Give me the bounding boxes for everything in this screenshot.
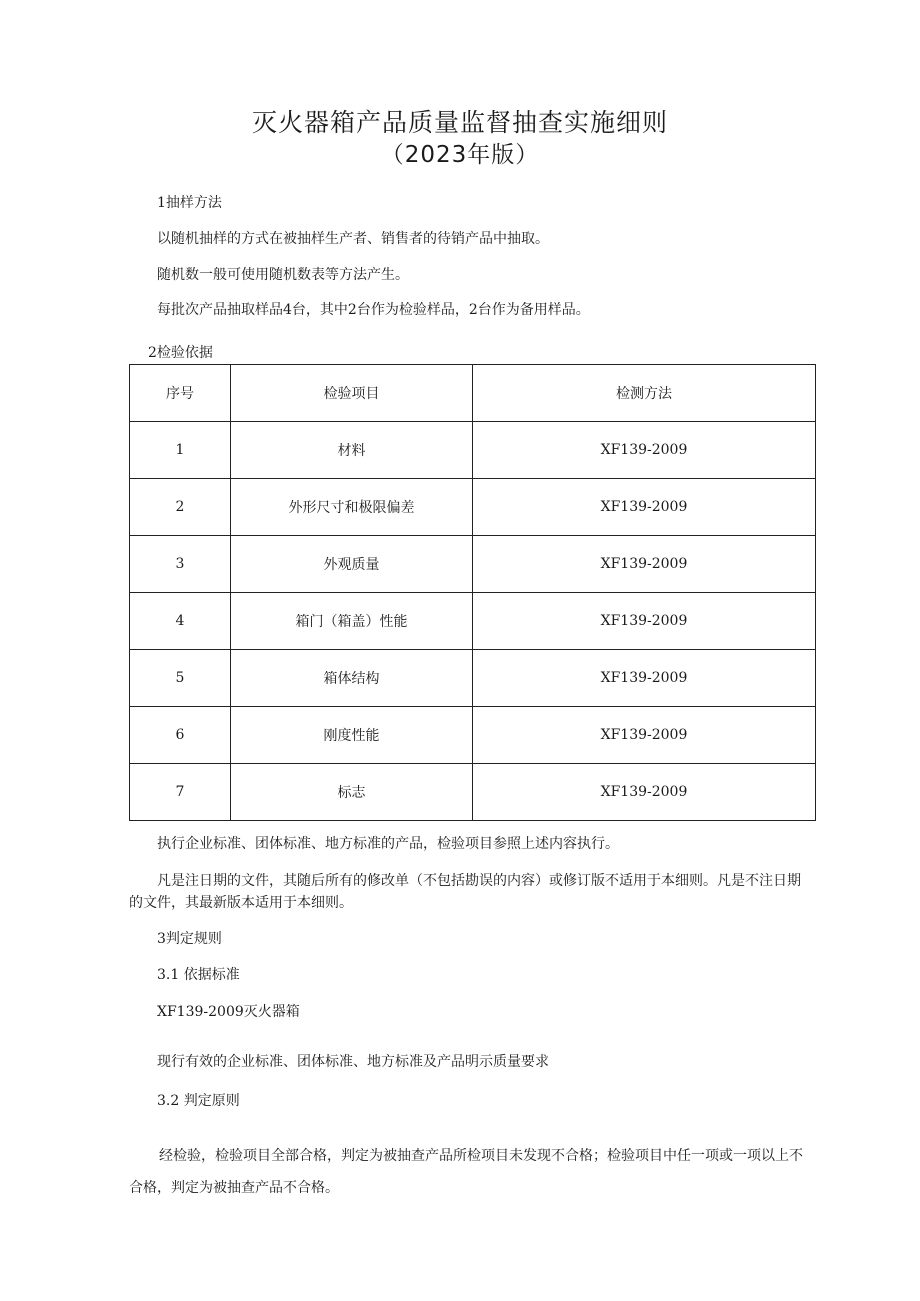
table-cell: XF139-2009 <box>473 479 816 536</box>
table-cell: 刚度性能 <box>231 707 473 764</box>
table-cell: 5 <box>130 650 231 707</box>
table-cell: XF139-2009 <box>473 707 816 764</box>
table-cell: 外观质量 <box>231 536 473 593</box>
table-cell: 1 <box>130 422 231 479</box>
section3-1-item-2: 现行有效的企业标准、团体标准、地方标准及产品明示质量要求 <box>157 1054 549 1070</box>
section3-heading: 3判定规则 <box>157 931 222 947</box>
section1-paragraph-2: 随机数一般可使用随机数表等方法产生。 <box>157 267 409 283</box>
section1-heading: 1抽样方法 <box>157 195 222 211</box>
table-cell: XF139-2009 <box>473 536 816 593</box>
table-header-cell: 检验项目 <box>231 365 473 422</box>
table-cell: XF139-2009 <box>473 422 816 479</box>
section3-2-heading: 3.2 判定原则 <box>157 1093 240 1109</box>
table-row <box>130 707 816 764</box>
table-cell: 箱体结构 <box>231 650 473 707</box>
section2-note-1: 执行企业标准、团体标准、地方标准的产品，检验项目参照上述内容执行。 <box>157 836 619 852</box>
table-cell: 4 <box>130 593 231 650</box>
section1-paragraph-1: 以随机抽样的方式在被抽样生产者、销售者的待销产品中抽取。 <box>157 231 549 247</box>
section3-1-item-1: XF139-2009灭火器箱 <box>157 1004 300 1020</box>
section2-heading: 2检验依据 <box>148 345 213 361</box>
table-cell: 箱门（箱盖）性能 <box>231 593 473 650</box>
section1-paragraph-3: 每批次产品抽取样品4台，其中2台作为检验样品，2台作为备用样品。 <box>157 302 590 318</box>
table-row <box>130 479 816 536</box>
table-cell: XF139-2009 <box>473 593 816 650</box>
document-title-line1: 灭火器箱产品质量监督抽查实施细则 <box>251 108 668 137</box>
table-cell: 3 <box>130 536 231 593</box>
table-cell: 材料 <box>231 422 473 479</box>
table-header-row <box>130 365 816 422</box>
table-row <box>130 593 816 650</box>
inspection-table <box>129 364 816 821</box>
section3-2-text: 经检验，检验项目全部合格，判定为被抽查产品所检项目未发现不合格；检验项目中任一项或一项以上不合格，判定为被抽查产品不合格。 <box>129 1148 803 1196</box>
table-header-cell: 序号 <box>130 365 231 422</box>
table-cell: 外形尺寸和极限偏差 <box>231 479 473 536</box>
table-row <box>130 764 816 821</box>
table-cell: XF139-2009 <box>473 650 816 707</box>
table-cell: 7 <box>130 764 231 821</box>
table-header-cell: 检测方法 <box>473 365 816 422</box>
section3-1-heading: 3.1 依据标准 <box>157 967 240 983</box>
table-row <box>130 422 816 479</box>
table-cell: 2 <box>130 479 231 536</box>
table-cell: XF139-2009 <box>473 764 816 821</box>
table-cell: 标志 <box>231 764 473 821</box>
section2-note-2: 凡是注日期的文件，其随后所有的修改单（不包括勘误的内容）或修订版不适用于本细则。凡是不注日期的文件，其最新版本适用于本细则。 <box>129 873 801 911</box>
table-row <box>130 650 816 707</box>
document-title-line2: （2023年版） <box>380 142 540 168</box>
table-row <box>130 536 816 593</box>
table-cell: 6 <box>130 707 231 764</box>
